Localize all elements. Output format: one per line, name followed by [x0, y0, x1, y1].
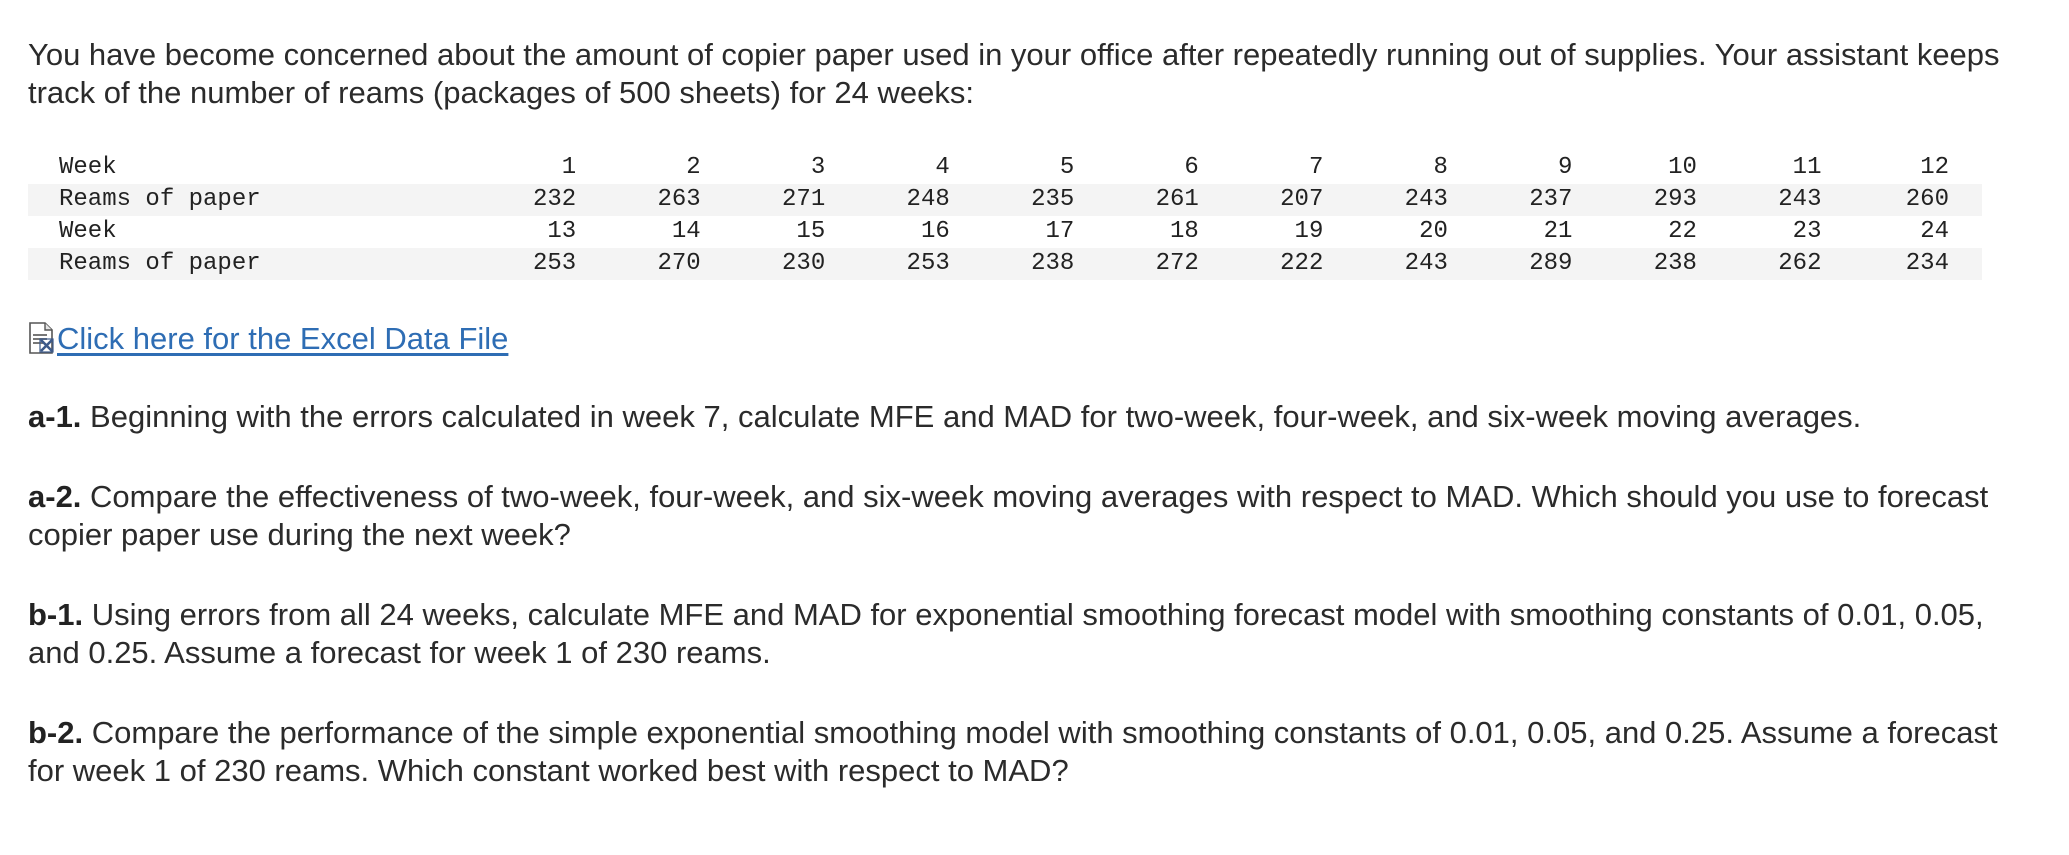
table-cell	[488, 152, 613, 184]
row-label: Week	[59, 218, 117, 245]
cell-value: 1	[561, 154, 577, 181]
cell-value: 11	[1792, 154, 1822, 181]
cell-value: 6	[1184, 154, 1199, 181]
question-b1-tag: b-1.	[28, 597, 84, 632]
cell-value: 7	[1308, 154, 1324, 181]
table-cell	[986, 248, 1111, 280]
table-cell	[1733, 216, 1858, 248]
question-b2	[28, 714, 2038, 790]
cell-value: 253	[906, 250, 950, 277]
cell-value: 17	[1045, 218, 1075, 245]
table-row	[28, 248, 1982, 280]
cell-value: 13	[547, 218, 577, 245]
table-cell	[1484, 184, 1609, 216]
problem-content	[28, 36, 2038, 790]
row-label: Reams of paper	[28, 248, 488, 280]
table-cell	[1235, 216, 1360, 248]
table-cell	[1484, 216, 1609, 248]
cell-value: 293	[1653, 186, 1697, 213]
table-cell	[1857, 216, 1982, 248]
cell-value: 232	[532, 186, 577, 213]
cell-value: 207	[1280, 186, 1324, 213]
excel-data-file-link[interactable]: Click here for the Excel Data File	[57, 321, 509, 356]
cell-value: 18	[1170, 218, 1199, 245]
table-body	[28, 152, 1982, 280]
cell-value: 243	[1404, 186, 1448, 213]
question-a1-text: Beginning with the errors calculated in week 7, calculate MFE and MAD for two-week, four-week, and six-week moving averages.	[81, 399, 1862, 434]
cell-value: 4	[935, 154, 950, 181]
table-cell	[488, 216, 613, 248]
cell-value: 3	[810, 154, 826, 181]
table-cell	[861, 152, 986, 184]
table-cell	[1484, 248, 1609, 280]
table-cell	[1359, 152, 1484, 184]
table-cell	[488, 184, 613, 216]
table-cell	[1733, 248, 1858, 280]
cell-value: 260	[1905, 186, 1949, 213]
table-cell	[612, 248, 737, 280]
intro-paragraph: You have become concerned about the amount of copier paper used in your office after repeatedly running out of supplies. Your assistant keeps track of the number of reams (packages of 500 sheets) for 24 weeks:	[28, 37, 2000, 110]
row-label: Week	[59, 154, 117, 181]
table-cell	[737, 152, 862, 184]
cell-value: 248	[906, 186, 950, 213]
cell-value: 243	[1778, 186, 1822, 213]
table-cell	[612, 216, 737, 248]
cell-value: 235	[1031, 186, 1075, 213]
table-cell	[737, 248, 862, 280]
table-cell	[986, 152, 1111, 184]
table-cell	[1608, 248, 1733, 280]
excel-link-row	[28, 318, 2038, 358]
question-a1-tag: a-1.	[28, 399, 82, 434]
excel-file-icon	[28, 322, 54, 354]
table-cell	[488, 248, 613, 280]
table-cell	[1857, 248, 1982, 280]
cell-value: 272	[1155, 250, 1199, 277]
table-cell	[612, 184, 737, 216]
cell-value: 243	[1404, 250, 1448, 277]
cell-value: 10	[1668, 154, 1697, 181]
question-a1	[28, 398, 2038, 436]
cell-value: 270	[657, 250, 701, 277]
cell-value: 234	[1905, 250, 1949, 277]
table-cell	[986, 216, 1111, 248]
cell-value: 289	[1529, 250, 1573, 277]
table-cell	[1608, 216, 1733, 248]
table-cell	[1235, 184, 1360, 216]
question-b1-text: Using errors from all 24 weeks, calculate MFE and MAD for exponential smoothing forecast model with smoothing constants of 0.01, 0.05, and 0.25. Assume a forecast for week 1 of 230 reams.	[28, 597, 1984, 670]
cell-value: 15	[796, 218, 826, 245]
table-cell	[1110, 184, 1235, 216]
question-b1	[28, 596, 2038, 672]
table-cell	[1857, 184, 1982, 216]
table-cell	[1359, 248, 1484, 280]
table-cell	[861, 248, 986, 280]
table-row	[28, 152, 1982, 184]
table-cell	[1110, 216, 1235, 248]
table-cell	[737, 216, 862, 248]
table-cell	[1235, 152, 1360, 184]
cell-value: 12	[1920, 154, 1949, 181]
paper-usage-table	[28, 152, 1982, 280]
cell-value: 253	[532, 250, 577, 277]
cell-value: 16	[920, 218, 950, 245]
cell-value: 262	[1778, 250, 1822, 277]
question-b2-tag: b-2.	[28, 715, 84, 750]
cell-value: 19	[1294, 218, 1324, 245]
cell-value: 20	[1419, 218, 1448, 245]
table-row	[28, 216, 1982, 248]
table-cell	[1235, 248, 1360, 280]
row-label: Reams of paper	[28, 184, 488, 216]
cell-value: 21	[1543, 218, 1573, 245]
cell-value: 24	[1920, 218, 1949, 245]
cell-value: 8	[1433, 154, 1448, 181]
question-a2	[28, 478, 2038, 554]
table-cell	[1733, 152, 1858, 184]
cell-value: 238	[1031, 250, 1075, 277]
cell-value: 263	[657, 186, 701, 213]
table-cell	[737, 184, 862, 216]
table-row	[28, 184, 1982, 216]
table-cell	[861, 216, 986, 248]
table-cell	[1359, 184, 1484, 216]
cell-value: 222	[1280, 250, 1324, 277]
cell-value: 237	[1529, 186, 1573, 213]
cell-value: 22	[1668, 218, 1697, 245]
table-cell	[1608, 152, 1733, 184]
question-a2-text: Compare the effectiveness of two-week, four-week, and six-week moving averages with respect to MAD. Which should you use to forecast copier paper use during the next week?	[28, 479, 1989, 552]
table-cell	[1359, 216, 1484, 248]
cell-value: 2	[686, 154, 701, 181]
cell-value: 261	[1155, 186, 1199, 213]
cell-value: 271	[782, 186, 826, 213]
question-a2-tag: a-2.	[28, 479, 82, 514]
table-cell	[1857, 152, 1982, 184]
cell-value: 9	[1558, 154, 1573, 181]
table-cell	[1733, 184, 1858, 216]
table-cell	[1484, 152, 1609, 184]
cell-value: 23	[1792, 218, 1822, 245]
table-cell	[861, 184, 986, 216]
cell-value: 14	[671, 218, 701, 245]
table-cell	[1110, 248, 1235, 280]
table-cell	[1608, 184, 1733, 216]
cell-value: 238	[1653, 250, 1697, 277]
table-cell	[986, 184, 1111, 216]
cell-value: 5	[1059, 154, 1075, 181]
table-cell	[1110, 152, 1235, 184]
question-b2-text: Compare the performance of the simple exponential smoothing model with smoothing constants of 0.01, 0.05, and 0.25. Assume a forecast for week 1 of 230 reams. Which constant worked best with respect to MAD?	[28, 715, 1998, 788]
table-cell	[612, 152, 737, 184]
cell-value: 230	[782, 250, 826, 277]
